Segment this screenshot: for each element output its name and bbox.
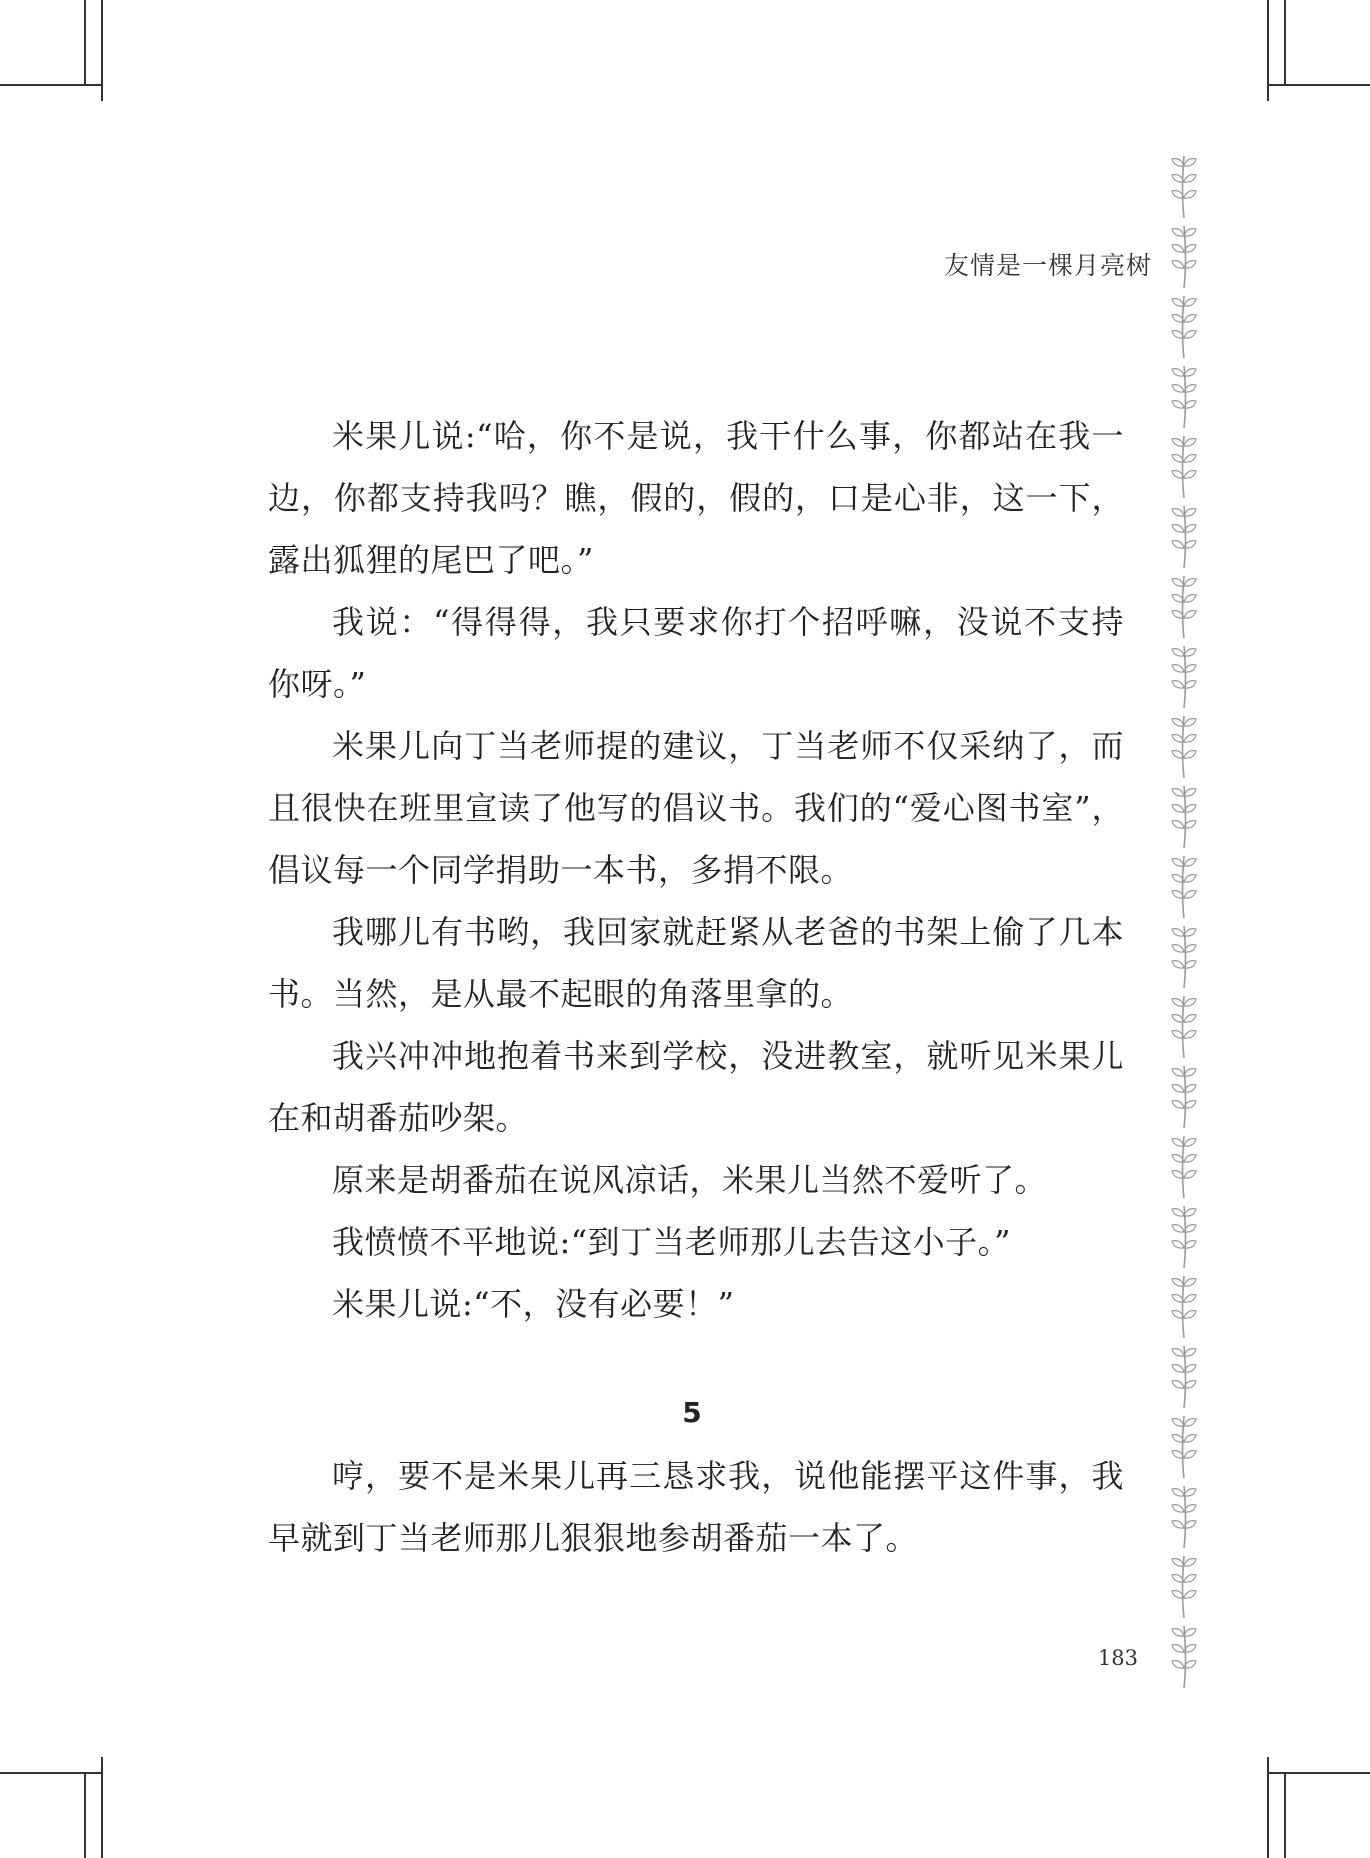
running-header-title: 友情是一棵月亮树 xyxy=(943,251,1152,280)
vine-leaf xyxy=(1184,719,1196,726)
vine-leaf xyxy=(1184,315,1196,322)
vine-leaf xyxy=(1172,229,1184,236)
vine-leaf xyxy=(1184,1295,1196,1302)
vine-leaf xyxy=(1184,1069,1196,1076)
vine-leaf xyxy=(1172,541,1184,548)
vine-leaf xyxy=(1184,1629,1196,1636)
vine-leaf xyxy=(1184,735,1196,742)
section-number: 5 xyxy=(682,1396,702,1429)
vine-leaf xyxy=(1184,891,1196,898)
vine-leaf xyxy=(1184,859,1196,866)
vine-leaf xyxy=(1172,1381,1184,1388)
vine-leaf xyxy=(1172,1225,1184,1232)
vine-leaf xyxy=(1172,649,1184,656)
vine-leaf xyxy=(1172,261,1184,268)
crop-mark-top-right-vertical-inner xyxy=(1284,0,1286,86)
vine-leaf xyxy=(1172,1505,1184,1512)
vine-leaf xyxy=(1172,579,1184,586)
vine-leaf xyxy=(1172,245,1184,252)
paragraph-4: 我哪儿有书哟，我回家就赶紧从老爸的书架上偷了几本书。当然，是从最不起眼的角落里拿的。 xyxy=(268,913,1124,1013)
vine-leaf xyxy=(1184,1559,1196,1566)
vine-leaf xyxy=(1172,1085,1184,1092)
vine-leaf xyxy=(1184,229,1196,236)
vine-leaf xyxy=(1184,455,1196,462)
body-text-section xyxy=(268,1445,1124,1569)
paragraph-8: 米果儿说:“不，没有必要！” xyxy=(332,1285,735,1323)
crop-mark-bottom-left-vertical xyxy=(101,1757,103,1858)
vine-leaf xyxy=(1184,1435,1196,1442)
vine-leaf xyxy=(1172,945,1184,952)
paragraph-5: 我兴冲冲地抱着书来到学校，没进教室，就听见米果儿在和胡番茄吵架。 xyxy=(268,1037,1124,1137)
vine-leaf xyxy=(1184,1279,1196,1286)
vine-leaf xyxy=(1184,439,1196,446)
vine-leaf xyxy=(1172,1419,1184,1426)
vine-leaf xyxy=(1172,1349,1184,1356)
vine-leaf xyxy=(1172,681,1184,688)
leaf-vine-ornament-icon xyxy=(1162,150,1206,1730)
vine-leaf xyxy=(1184,509,1196,516)
paragraph-1: 米果儿说:“哈，你不是说，我干什么事，你都站在我一边，你都支持我吗？瞧，假的，假的，口是心非，这一下，露出狐狸的尾巴了吧。” xyxy=(268,417,1124,579)
vine-leaf xyxy=(1184,611,1196,618)
vine-leaf xyxy=(1172,929,1184,936)
vine-leaf xyxy=(1184,299,1196,306)
vine-leaf xyxy=(1172,1559,1184,1566)
vine-leaf xyxy=(1184,1171,1196,1178)
vine-leaf xyxy=(1184,579,1196,586)
vine-leaf xyxy=(1172,1645,1184,1652)
crop-mark-top-left-horizontal-inner xyxy=(20,84,86,86)
vine-leaf xyxy=(1172,401,1184,408)
paragraph-2: 我说：“得得得，我只要求你打个招呼嘛，没说不支持你呀。” xyxy=(268,603,1124,703)
vine-leaf xyxy=(1184,1349,1196,1356)
vine-leaf xyxy=(1184,471,1196,478)
vine-leaf xyxy=(1172,805,1184,812)
vine-leaf xyxy=(1184,1419,1196,1426)
vine-leaf xyxy=(1172,821,1184,828)
vine-leaf xyxy=(1184,1575,1196,1582)
vine-leaf xyxy=(1184,1451,1196,1458)
vine-leaf xyxy=(1172,1101,1184,1108)
vine-leaf xyxy=(1184,1591,1196,1598)
vine-leaf xyxy=(1172,509,1184,516)
paragraph-6: 原来是胡番茄在说风凉话，米果儿当然不爱听了。 xyxy=(332,1161,1048,1199)
vine-leaf xyxy=(1184,751,1196,758)
paragraph-9: 哼，要不是米果儿再三恳求我，说他能摆平这件事，我早就到丁当老师那儿狠狠地参胡番茄一本了。 xyxy=(268,1457,1124,1557)
body-text xyxy=(268,405,1124,1335)
vine-leaf xyxy=(1184,1139,1196,1146)
vine-leaf xyxy=(1172,1365,1184,1372)
vine-leaf xyxy=(1172,385,1184,392)
crop-mark-bottom-left-vertical-inner xyxy=(84,1772,86,1858)
paragraph-7: 我愤愤不平地说:“到丁当老师那儿去告这小子。” xyxy=(332,1223,1012,1261)
vine-leaf xyxy=(1172,999,1184,1006)
vine-leaf xyxy=(1172,1489,1184,1496)
vine-leaf xyxy=(1172,439,1184,446)
vine-leaf xyxy=(1172,1139,1184,1146)
crop-mark-top-left-vertical-inner xyxy=(84,0,86,86)
vine-leaf xyxy=(1184,1311,1196,1318)
crop-mark-bottom-right-vertical-inner xyxy=(1284,1772,1286,1858)
vine-leaf xyxy=(1184,175,1196,182)
vine-leaf xyxy=(1184,1489,1196,1496)
vine-leaf xyxy=(1184,369,1196,376)
vine-leaf xyxy=(1172,1521,1184,1528)
vine-leaf xyxy=(1184,191,1196,198)
vine-leaf xyxy=(1184,1155,1196,1162)
crop-mark-top-right-horizontal xyxy=(1267,84,1370,86)
crop-mark-top-left-vertical xyxy=(101,0,103,101)
vine-leaf xyxy=(1172,1209,1184,1216)
vine-leaf xyxy=(1172,859,1184,866)
vine-leaf xyxy=(1172,789,1184,796)
vine-leaf xyxy=(1172,1241,1184,1248)
vine-leaf xyxy=(1172,1069,1184,1076)
vine-leaf xyxy=(1184,1015,1196,1022)
vine-leaf xyxy=(1184,331,1196,338)
vine-leaf xyxy=(1184,999,1196,1006)
vine-leaf xyxy=(1172,961,1184,968)
vine-leaf xyxy=(1184,649,1196,656)
crop-mark-bottom-right-horizontal xyxy=(1267,1772,1370,1774)
vine-leaf xyxy=(1184,789,1196,796)
vine-leaf xyxy=(1184,595,1196,602)
vine-leaf xyxy=(1172,299,1184,306)
vine-leaf xyxy=(1184,159,1196,166)
vine-leaf xyxy=(1184,875,1196,882)
vine-leaf xyxy=(1172,369,1184,376)
vine-leaf xyxy=(1184,1209,1196,1216)
page-number: 183 xyxy=(1097,1646,1138,1670)
vine-leaf xyxy=(1172,1629,1184,1636)
vine-leaf xyxy=(1172,525,1184,532)
vine-leaf xyxy=(1172,665,1184,672)
vine-leaf xyxy=(1172,159,1184,166)
vine-leaf xyxy=(1172,1661,1184,1668)
vine-leaf xyxy=(1172,719,1184,726)
vine-leaf xyxy=(1184,929,1196,936)
vine-leaf xyxy=(1172,1279,1184,1286)
paragraph-3: 米果儿向丁当老师提的建议，丁当老师不仅采纳了，而且很快在班里宣读了他写的倡议书。我们的“爱心图书室”，倡议每一个同学捐助一本书，多捐不限。 xyxy=(268,727,1124,889)
vine-leaf xyxy=(1184,1031,1196,1038)
